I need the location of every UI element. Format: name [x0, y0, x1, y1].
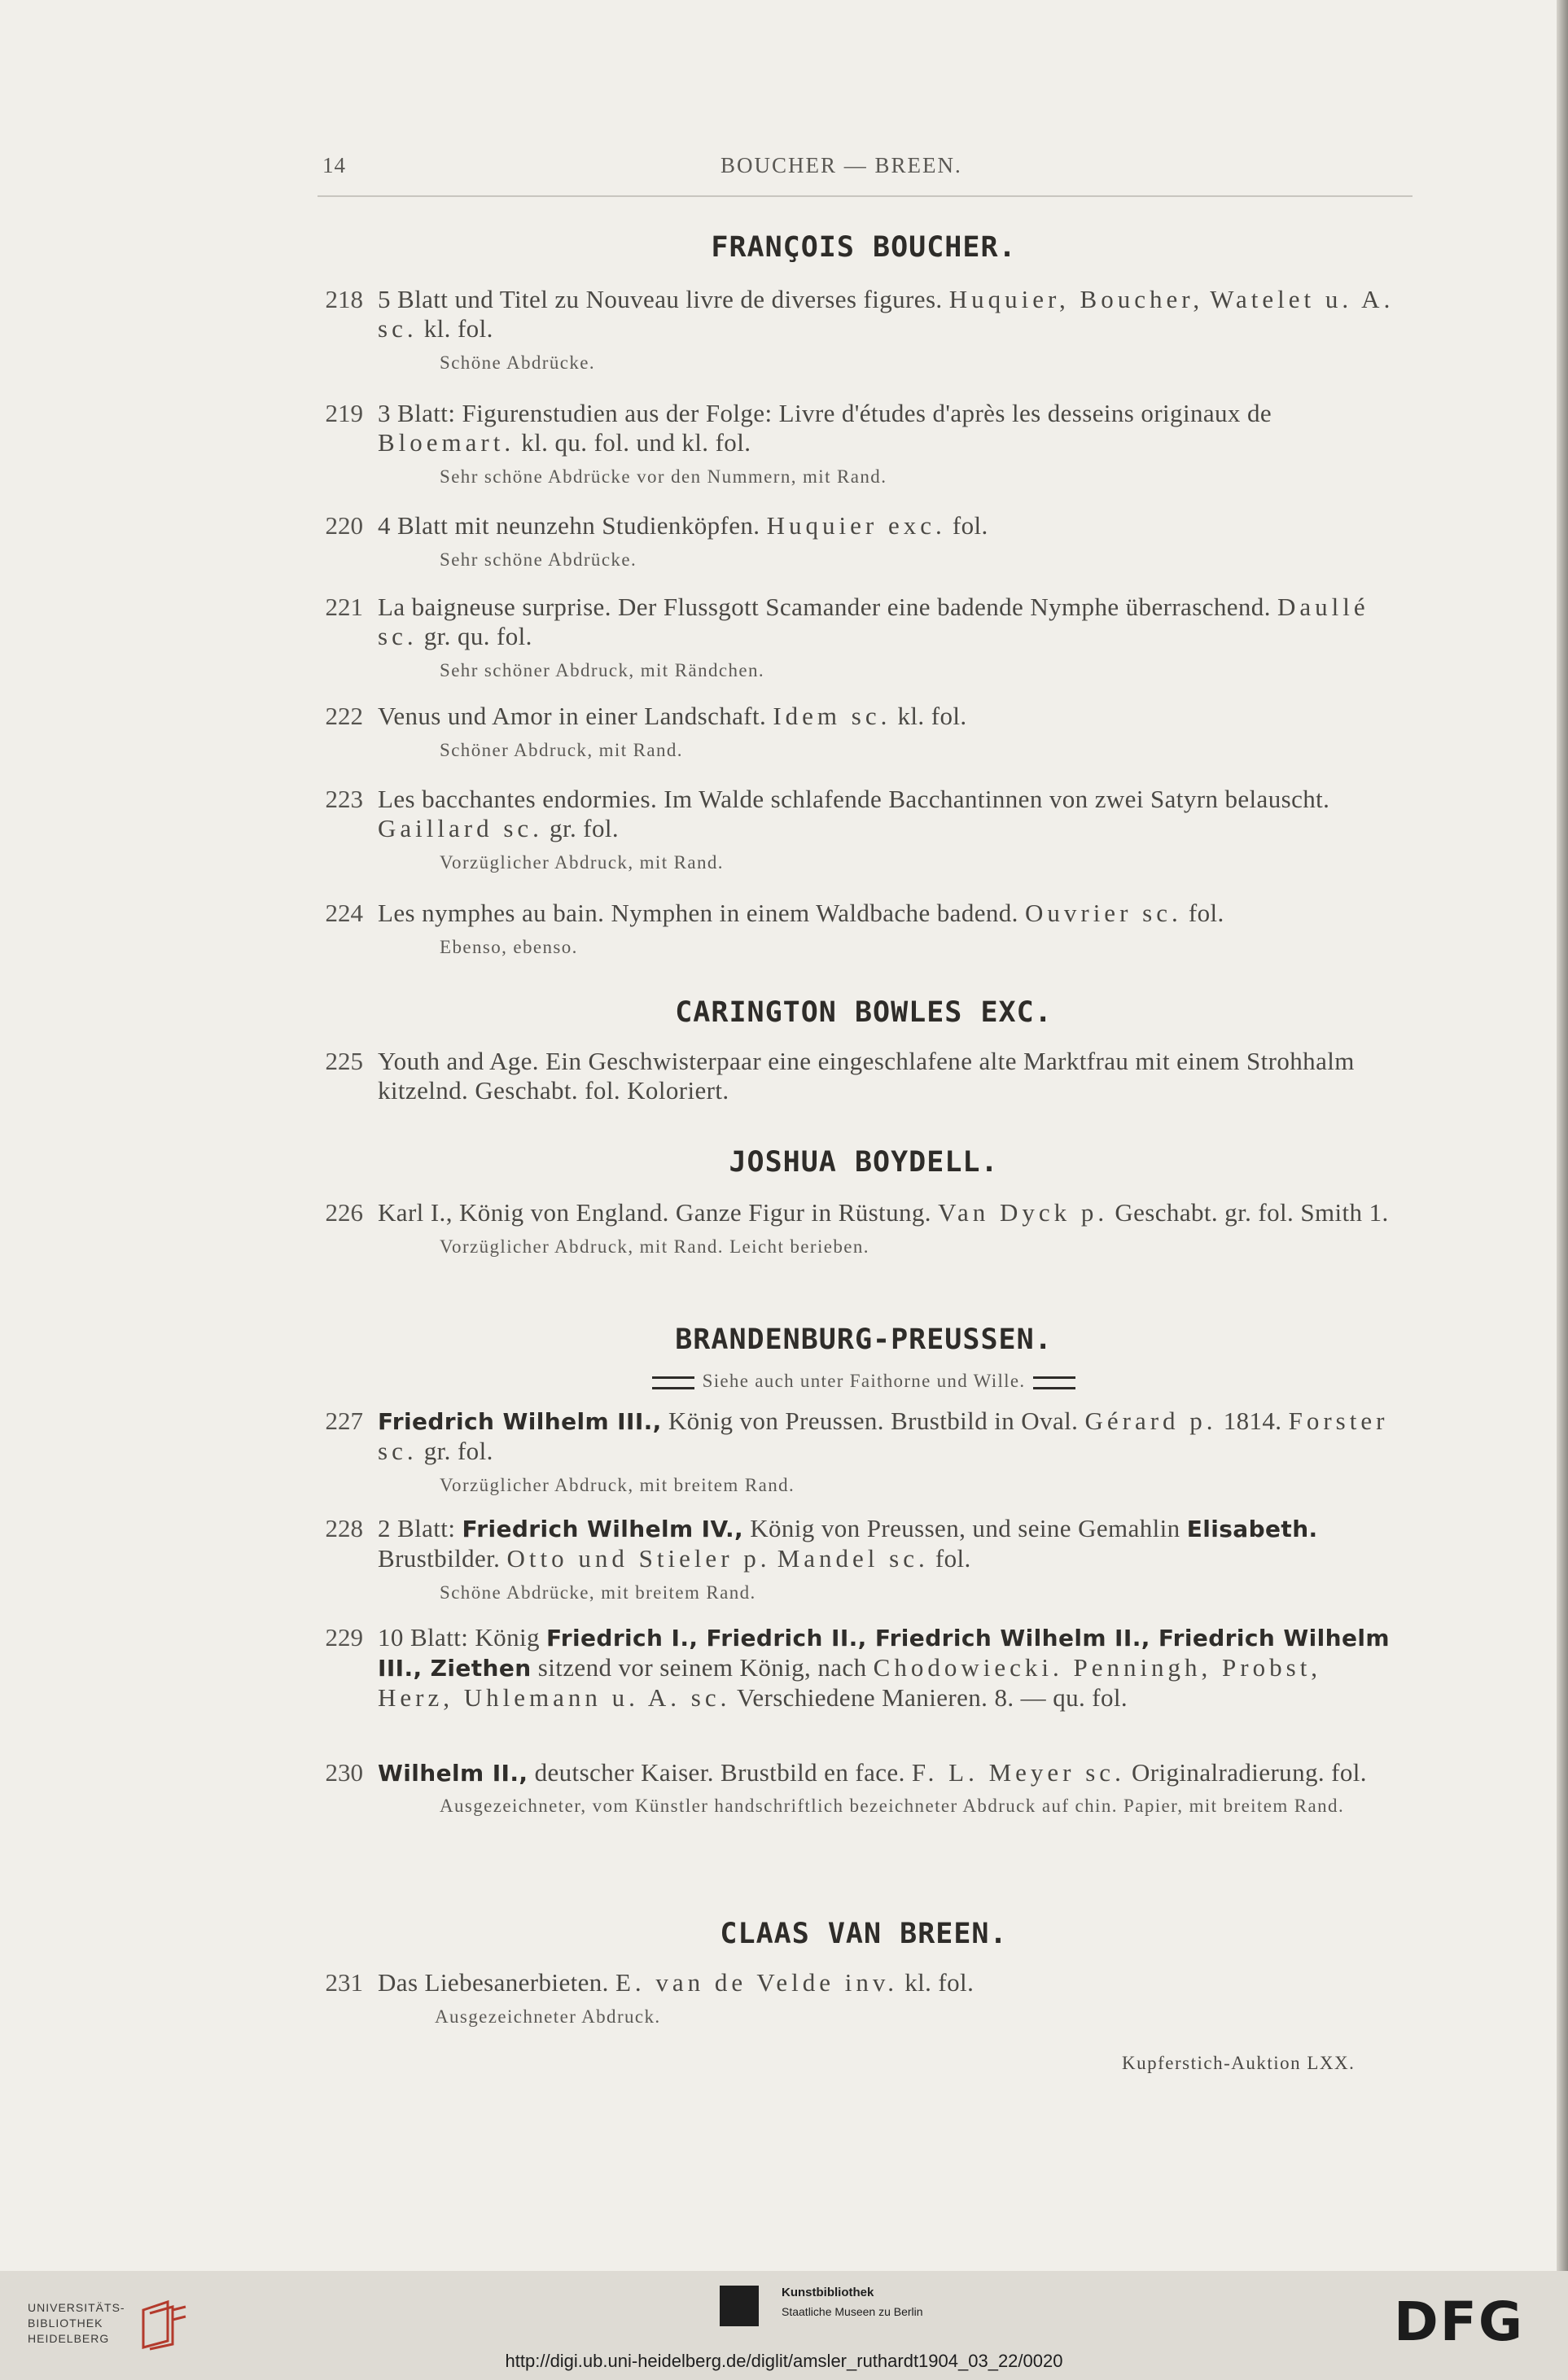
entry-title: La baigneuse surprise. Der Flussgott Scamander eine badende Nymphe überraschend. [378, 593, 1271, 621]
entry-condition: Sehr schöne Abdrücke. [440, 549, 637, 570]
entry-artist: Gérard p. [1084, 1407, 1217, 1435]
entry-225 [322, 1047, 1405, 1105]
entry-number: 231 [325, 1968, 363, 1997]
entry-218 [322, 285, 1405, 378]
entry-format: fol. [952, 511, 988, 540]
section-heading-bowles: CARINGTON BOWLES EXC. [675, 996, 1053, 1029]
entry-artists-cont: Watelet u. A. sc. [378, 285, 1395, 343]
header-rule [318, 195, 1413, 197]
section-heading-boydell: JOSHUA BOYDELL. [729, 1146, 999, 1179]
running-title: BOUCHER — BREEN. [720, 153, 962, 177]
entry-condition: Ausgezeichneter, vom Künstler handschriftlich bezeichneter Abdruck auf chin. Papier, mit breitem Rand. [440, 1796, 1345, 1816]
entry-condition: Vorzüglicher Abdruck, mit breitem Rand. [440, 1475, 795, 1495]
double-rule-left [652, 1376, 694, 1389]
entry-sitter: Friedrich Wilhelm IV., [462, 1516, 744, 1542]
kunstbibliothek-name: Kunstbibliothek [782, 2286, 874, 2299]
ub-heidelberg-logo-icon [140, 2299, 189, 2351]
entry-condition: Sehr schöner Abdruck, mit Rändchen. [440, 660, 765, 680]
entry-description: Brustbilder. [378, 1544, 501, 1573]
ub-line-2: BIBLIOTHEK [28, 2317, 103, 2330]
entry-artist: Ouvrier sc. [1024, 899, 1182, 927]
entry-title: Das Liebesanerbieten. [378, 1968, 609, 1997]
entry-artist: Gaillard sc. [378, 814, 543, 842]
section-heading-brandenburg: BRANDENBURG-PREUSSEN. [675, 1323, 1053, 1356]
entry-format: gr. fol. [423, 1437, 493, 1465]
cross-reference-note [322, 1371, 1405, 1392]
catalogue-footer: Kupferstich-Auktion LXX. [1122, 2053, 1356, 2073]
entry-number: 225 [325, 1047, 363, 1075]
entry-count: 2 Blatt: [378, 1514, 456, 1542]
entry-format: gr. fol. [550, 814, 620, 842]
entry-title: 4 Blatt mit neunzehn Studienköpfen. [378, 511, 760, 540]
entry-artist: Idem sc. [773, 702, 891, 730]
entry-format: kl. fol. [904, 1968, 975, 1997]
entry-sitter: Friedrich Wilhelm III., [378, 1408, 662, 1435]
entry-condition: Schöner Abdruck, mit Rand. [440, 740, 683, 760]
entry-219 [322, 399, 1405, 492]
entry-condition: Vorzüglicher Abdruck, mit Rand. [440, 852, 724, 873]
entry-title: Venus und Amor in einer Landschaft. [378, 702, 767, 730]
section-heading-breen: CLAAS VAN BREEN. [720, 1918, 1008, 1950]
entry-format: Verschiedene Manieren. 8. — qu. fol. [736, 1683, 1128, 1712]
entry-condition: Schöne Abdrücke. [440, 352, 596, 373]
entry-condition: Ebenso, ebenso. [440, 937, 578, 957]
entry-artist: E. van de Velde inv. [615, 1968, 899, 1997]
entry-number: 229 [325, 1623, 363, 1652]
kunstbibliothek-logo-icon [720, 2286, 759, 2326]
entry-number: 221 [325, 593, 363, 621]
cross-reference-text: Siehe auch unter Faithorne und Wille. [702, 1371, 1026, 1391]
entry-227 [322, 1407, 1405, 1500]
entry-artist: F. L. Meyer sc. [911, 1758, 1125, 1787]
entry-number: 230 [325, 1758, 363, 1787]
ub-line-3: HEIDELBERG [28, 2332, 110, 2345]
entry-format: gr. qu. fol. [423, 622, 532, 650]
entry-sitters: Friedrich I., Friedrich II., Friedrich Wilhelm II., Friedrich Wilhelm III., Ziethen [378, 1625, 1390, 1682]
entry-title: Karl I., König von England. Ganze Figur in Rüstung. [378, 1198, 931, 1227]
entry-number: 224 [325, 899, 363, 927]
entry-230 [322, 1758, 1405, 1821]
entry-condition: Vorzüglicher Abdruck, mit Rand. Leicht berieben. [440, 1236, 869, 1257]
entry-sitter: Wilhelm II., [378, 1760, 528, 1787]
entry-title: Les bacchantes endormies. Im Walde schlafende Bacchantinnen von zwei Satyrn belauscht. [378, 785, 1330, 813]
entry-format: kl. fol. [423, 314, 493, 343]
entry-format: kl. qu. fol. und kl. fol. [521, 428, 751, 457]
entry-artist: Van Dyck p. [938, 1198, 1109, 1227]
entry-format: kl. fol. [897, 702, 967, 730]
entry-229 [322, 1623, 1405, 1713]
entry-number: 228 [325, 1514, 363, 1542]
entry-condition: Ausgezeichneter Abdruck. [435, 2006, 661, 2027]
entry-title: Youth and Age. Ein Geschwisterpaar eine eingeschlafene alte Marktfrau mit einem Strohhalm kitzelnd. Geschabt. fol. Koloriert. [378, 1047, 1355, 1105]
entry-artist: Daullé sc. [378, 593, 1369, 650]
entry-title: König von Preussen. Brustbild in Oval. [668, 1407, 1079, 1435]
entry-condition: Sehr schöne Abdrücke vor den Nummern, mit Rand. [440, 466, 887, 487]
entry-title: Les nymphes au bain. Nymphen in einem Waldbache badend. [378, 899, 1018, 927]
double-rule-right [1033, 1376, 1075, 1389]
entry-220 [322, 511, 1405, 575]
entry-format: Originalradierung. fol. [1131, 1758, 1367, 1787]
entry-count: 10 Blatt: König [378, 1623, 540, 1652]
permalink-url[interactable]: http://digi.ub.uni-heidelberg.de/diglit/amsler_ruthardt1904_03_22/0020 [505, 2351, 1063, 2371]
entry-228 [322, 1514, 1405, 1608]
entry-engraver: Mandel sc. [777, 1544, 929, 1573]
entry-number: 227 [325, 1407, 363, 1435]
entry-number: 222 [325, 702, 363, 730]
entry-number: 220 [325, 511, 363, 540]
section-heading-boucher: FRANÇOIS BOUCHER. [711, 231, 1017, 264]
page-number: 14 [322, 153, 346, 177]
entry-title: deutscher Kaiser. Brustbild en face. [534, 1758, 905, 1787]
kunstbibliothek-subtitle: Staatliche Museen zu Berlin [782, 2305, 923, 2318]
entry-221 [322, 593, 1405, 685]
entry-format: fol. [935, 1544, 971, 1573]
entry-format: Geschabt. gr. fol. Smith 1. [1115, 1198, 1389, 1227]
entry-engraver: Forster sc. [378, 1407, 1389, 1465]
entry-226 [322, 1198, 1405, 1262]
entry-224 [322, 899, 1405, 962]
entry-title: sitzend vor seinem König, nach [537, 1653, 867, 1682]
ub-heidelberg-label [28, 2300, 125, 2347]
entry-sitter-2: Elisabeth. [1186, 1516, 1318, 1542]
dfg-logo: DFG [1394, 2290, 1525, 2353]
entry-artists: Huquier, Boucher, [948, 285, 1204, 313]
entry-condition: Schöne Abdrücke, mit breitem Rand. [440, 1582, 756, 1603]
entry-number: 226 [325, 1198, 363, 1227]
entry-223 [322, 785, 1405, 877]
entry-title: 5 Blatt und Titel zu Nouveau livre de diverses figures. [378, 285, 943, 313]
entry-artist: Bloemart. [378, 428, 515, 457]
entry-artists: Otto und Stieler p. [506, 1544, 771, 1573]
entry-artists: Chodowiecki. Penningh, Probst, Herz, Uhlemann u. A. sc. [378, 1653, 1322, 1712]
entry-title: König von Preussen, und seine Gemahlin [750, 1514, 1180, 1542]
entry-number: 219 [325, 399, 363, 427]
entry-year: 1814. [1223, 1407, 1282, 1435]
entry-title: 3 Blatt: Figurenstudien aus der Folge: Livre d'études d'après les desseins originaux de [378, 399, 1272, 427]
entry-number: 223 [325, 785, 363, 813]
ub-line-1: UNIVERSITÄTS- [28, 2301, 125, 2314]
entry-format: fol. [1188, 899, 1224, 927]
entry-222 [322, 702, 1405, 765]
entry-231 [322, 1968, 1405, 2032]
entry-artist: Huquier exc. [766, 511, 946, 540]
entry-number: 218 [325, 285, 363, 313]
